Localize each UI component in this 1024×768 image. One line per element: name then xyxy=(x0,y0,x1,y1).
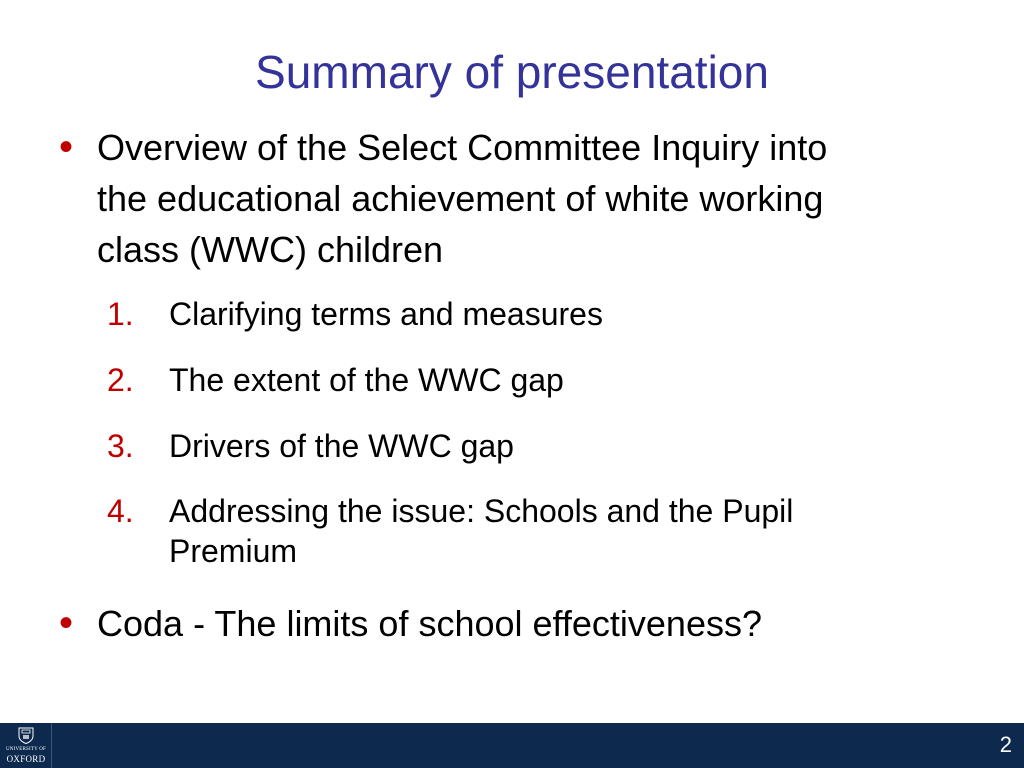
item-text xyxy=(169,360,969,400)
bullet-line: Coda - The limits of school effectiveness? xyxy=(97,603,762,644)
bullet-line: Overview of the Select Committee Inquiry into xyxy=(97,127,828,168)
item-line: Premium xyxy=(169,533,298,569)
crest-icon xyxy=(18,727,34,744)
item-line: The extent of the WWC gap xyxy=(169,362,564,398)
oxford-logo xyxy=(0,723,52,768)
page-number: 2 xyxy=(999,732,1012,757)
logo-oxford-text: OXFORD xyxy=(6,754,46,764)
bullet-line: class (WWC) children xyxy=(97,229,444,270)
item-line: Addressing the issue: Schools and the Pupil xyxy=(169,493,794,529)
item-line: Drivers of the WWC gap xyxy=(169,428,514,464)
item-line: Clarifying terms and measures xyxy=(169,296,603,332)
footer-bar xyxy=(0,723,1024,768)
item-text xyxy=(169,294,969,334)
bullet-marker: • xyxy=(59,601,74,645)
logo-university-text: UNIVERSITY OF xyxy=(5,747,47,752)
item-number: 1. xyxy=(107,296,134,332)
item-number: 4. xyxy=(107,493,134,529)
slide-title: Summary of presentation xyxy=(255,46,769,98)
item-text xyxy=(169,426,969,466)
item-text xyxy=(169,491,969,571)
item-number: 2. xyxy=(107,362,134,398)
bullet-text xyxy=(97,122,827,275)
bullet-text xyxy=(97,598,762,649)
bullet-marker: • xyxy=(59,125,74,169)
bullet-line: the educational achievement of white working xyxy=(97,178,824,219)
item-number: 3. xyxy=(107,428,134,464)
